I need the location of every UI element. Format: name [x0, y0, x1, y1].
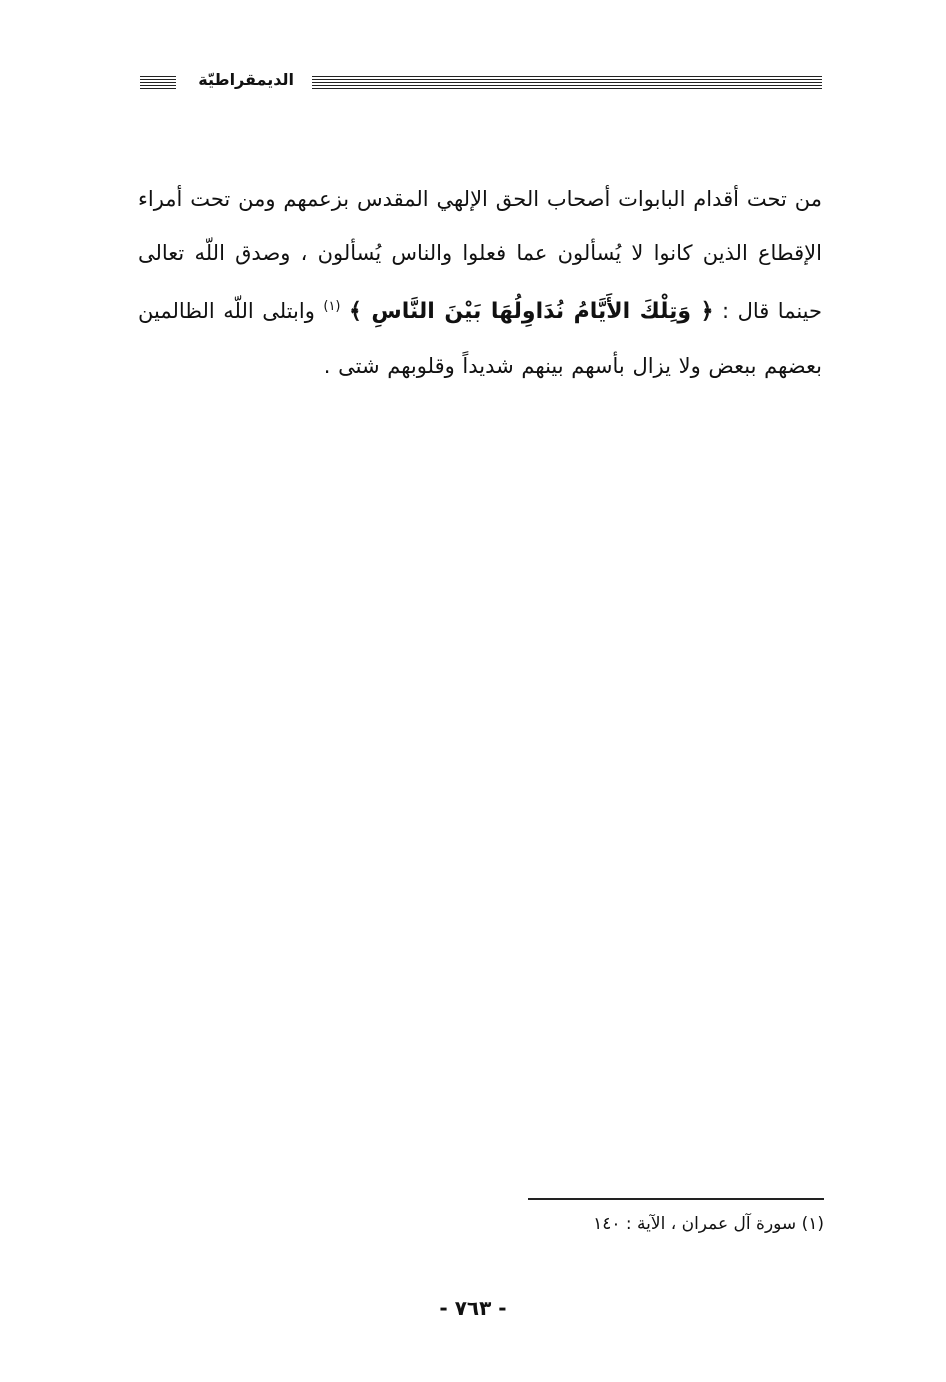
body-line-3-post: وابتلى [262, 299, 324, 323]
header-rule-left [140, 76, 176, 92]
footnote-separator [528, 1198, 824, 1200]
body-line-5: شتى . [323, 354, 380, 378]
page-number: - ٧٦٣ - [439, 1296, 507, 1320]
header-rule-right [312, 76, 822, 92]
running-header [140, 68, 822, 98]
body-line-2: أمراء الإقطاع الذين كانوا لا يُسألون عما فعلوا والناس يُسألون ، وصدق [138, 187, 822, 265]
footnote: (١) سورة آل عمران ، الآية : ١٤٠ [593, 1214, 824, 1234]
footnote-reference: (١) [323, 299, 341, 314]
main-paragraph [138, 172, 822, 393]
body-line-1: من تحت أقدام البابوات أصحاب الحق الإلهي المقدس بزعمهم ومن تحت [190, 187, 822, 211]
body-line-4: اللّه الظالمين بعضهم ببعض ولا يزال بأسهم بينهم شديداً وقلوبهم [138, 299, 822, 378]
header-title: الديمقراطيّة [198, 70, 294, 89]
quran-verse: ﴿ وَتِلْكَ الأَيَّامُ نُدَاوِلُهَا بَيْنَ النَّاسِ ﴾ [349, 299, 714, 324]
body-line-3-pre: اللّه تعالى حينما قال : [138, 241, 822, 323]
